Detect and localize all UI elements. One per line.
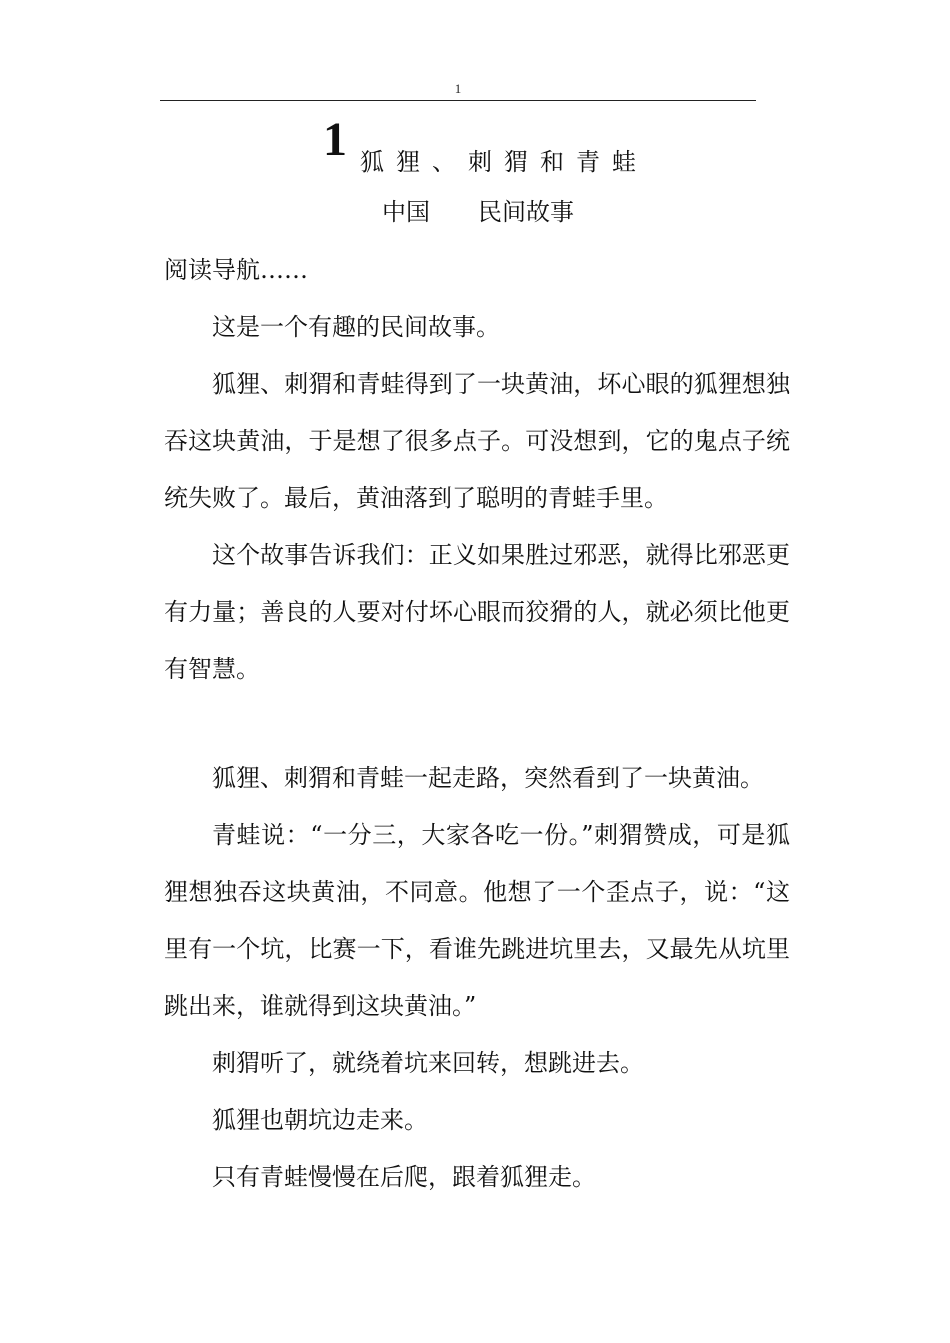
page-number: 1 bbox=[454, 81, 462, 96]
guide-paragraph: 这个故事告诉我们：正义如果胜过邪恶，就得比邪恶更有力量；善良的人要对付坏心眼而狡猾的人，就必须比他更有智慧。 bbox=[164, 541, 790, 683]
guide-paragraph: 狐狸、刺猬和青蛙得到了一块黄油，坏心眼的狐狸想独吞这块黄油，于是想了很多点子。可没想到，它的鬼点子统统失败了。最后，黄油落到了聪明的青蛙手里。 bbox=[164, 370, 790, 512]
title-block bbox=[160, 112, 790, 182]
story-subtitle: 中国 民间故事 bbox=[382, 198, 574, 226]
reading-guide-section bbox=[164, 242, 790, 698]
guide-paragraph: 这是一个有趣的民间故事。 bbox=[212, 313, 500, 341]
reading-guide-heading: 阅读导航…… bbox=[164, 256, 308, 284]
story-paragraph: 狐狸也朝坑边走来。 bbox=[212, 1106, 428, 1134]
story-paragraph: 青蛙说：“一分三，大家各吃一份。”刺猬赞成，可是狐狸想独吞这块黄油，不同意。他想了一个歪点子，说：“这里有一个坑，比赛一下，看谁先跳进坑里去，又最先从坑里跳出来，谁就得到这块黄油。” bbox=[164, 821, 790, 1020]
story-paragraph: 只有青蛙慢慢在后爬，跟着狐狸走。 bbox=[212, 1163, 596, 1191]
chapter-number: 1 bbox=[323, 113, 347, 166]
story-paragraph: 刺猬听了，就绕着坑来回转，想跳进去。 bbox=[212, 1049, 644, 1077]
story-paragraph: 狐狸、刺猬和青蛙一起走路，突然看到了一块黄油。 bbox=[212, 764, 764, 792]
page-header bbox=[160, 80, 756, 101]
story-title: 狐狸、刺猬和青蛙 bbox=[360, 148, 648, 176]
story-body bbox=[164, 750, 790, 1206]
